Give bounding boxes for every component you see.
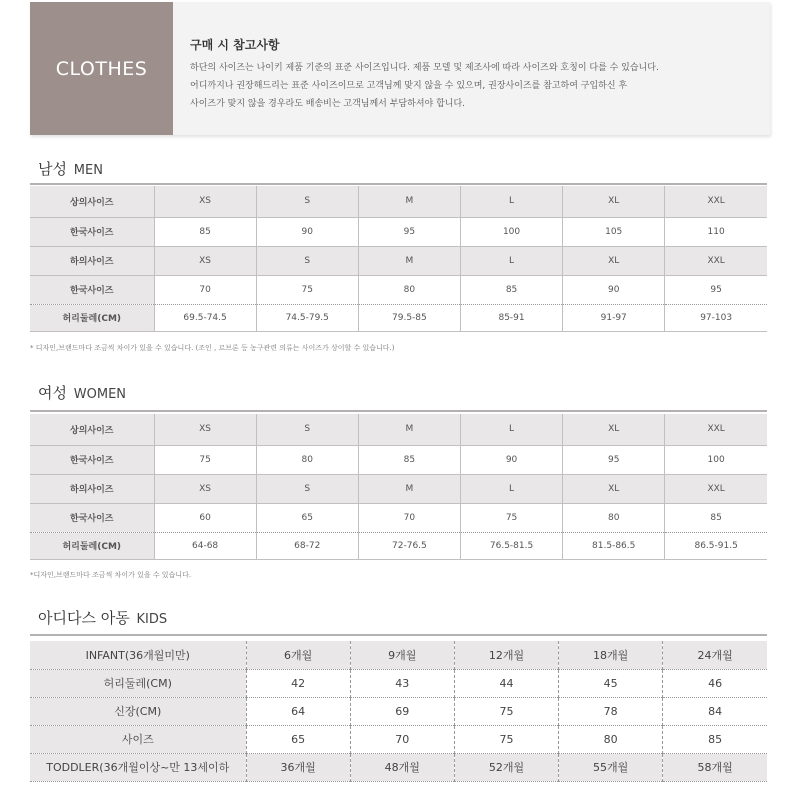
women-table-cell: 85 (358, 445, 460, 474)
men-row-header: 상의사이즈 (30, 186, 154, 217)
men-table-row (30, 304, 767, 331)
kids-table-cell: 44 (454, 669, 558, 697)
women-table-cell: XS (154, 474, 256, 503)
kids-table-cell: 64 (246, 697, 350, 725)
men-table-cell: 69.5-74.5 (154, 304, 256, 331)
women-table-cell: 75 (154, 445, 256, 474)
women-table-cell: 65 (256, 503, 358, 532)
women-size-table (30, 414, 767, 560)
men-title-ko: 남성 (38, 160, 67, 178)
women-table-cell: 75 (460, 503, 562, 532)
women-table-row (30, 532, 767, 559)
women-table-cell: S (256, 414, 358, 445)
men-section-title (38, 158, 103, 179)
women-table-cell: 80 (256, 445, 358, 474)
kids-table-cell: 75 (454, 725, 558, 753)
men-table-cell: 90 (563, 275, 665, 304)
kids-table-cell: 78 (559, 697, 663, 725)
clothes-tag (30, 2, 173, 135)
women-table-cell: XS (154, 414, 256, 445)
men-row-header: 허리둘레(CM) (30, 304, 154, 331)
men-table-cell: S (256, 186, 358, 217)
notice-title: 구매 시 참고사항 (190, 38, 280, 52)
men-size-table (30, 186, 767, 332)
notice-line-3: 사이즈가 맞지 않을 경우라도 배송비는 고객님께서 부담하셔야 합니다. (190, 99, 466, 109)
kids-table-cell: 52개월 (454, 753, 558, 781)
men-table-cell: 90 (256, 217, 358, 246)
women-table-cell: S (256, 474, 358, 503)
women-table-cell: 81.5-86.5 (563, 532, 665, 559)
kids-table-cell: 75 (454, 697, 558, 725)
kids-row-header: 사이즈 (30, 725, 246, 753)
kids-table-cell: 45 (559, 669, 663, 697)
women-table-row (30, 503, 767, 532)
men-table-cell: 100 (460, 217, 562, 246)
women-divider (30, 410, 767, 412)
men-table-cell: 91-97 (563, 304, 665, 331)
women-row-header: 허리둘레(CM) (30, 532, 154, 559)
women-table-cell: 60 (154, 503, 256, 532)
men-table-cell: 110 (665, 217, 767, 246)
kids-table-cell: 24개월 (663, 641, 767, 669)
kids-table-row (30, 753, 767, 781)
kids-table-row (30, 697, 767, 725)
kids-table-cell: 36개월 (246, 753, 350, 781)
men-row-header: 하의사이즈 (30, 246, 154, 275)
kids-row-header: TODDLER(36개월이상~만 13세이하 (30, 753, 246, 781)
men-title-en: MEN (73, 163, 103, 178)
men-table-cell: XS (154, 246, 256, 275)
women-note: *디자인,브랜드마다 조금씩 차이가 있을 수 있습니다. (30, 571, 192, 579)
women-table-cell: XL (563, 474, 665, 503)
men-table-cell: M (358, 186, 460, 217)
women-table-cell: 70 (358, 503, 460, 532)
kids-table-row (30, 725, 767, 753)
women-table-cell: 95 (563, 445, 665, 474)
kids-table-cell: 58개월 (663, 753, 767, 781)
women-row-header: 한국사이즈 (30, 445, 154, 474)
women-title-ko: 여성 (38, 384, 67, 402)
men-row-header: 한국사이즈 (30, 275, 154, 304)
men-table-cell: 74.5-79.5 (256, 304, 358, 331)
women-table-cell: 72-76.5 (358, 532, 460, 559)
women-row-header: 하의사이즈 (30, 474, 154, 503)
women-table-cell: L (460, 414, 562, 445)
women-table-cell: 68-72 (256, 532, 358, 559)
kids-table-cell: 55개월 (559, 753, 663, 781)
men-table-cell: M (358, 246, 460, 275)
women-table-cell: XXL (665, 414, 767, 445)
men-table-cell: 105 (563, 217, 665, 246)
men-table-cell: XL (563, 186, 665, 217)
women-section-title (38, 382, 126, 403)
women-title-en: WOMEN (73, 387, 127, 402)
kids-table-row (30, 641, 767, 669)
kids-title-ko: 아디다스 아동 (38, 609, 130, 627)
women-table-cell: 90 (460, 445, 562, 474)
women-table-cell: XXL (665, 474, 767, 503)
kids-row-header: 신장(CM) (30, 697, 246, 725)
kids-table-cell: 12개월 (454, 641, 558, 669)
women-table-cell: 86.5-91.5 (665, 532, 767, 559)
kids-table-cell: 70 (350, 725, 454, 753)
women-row-header: 한국사이즈 (30, 503, 154, 532)
men-table-row (30, 217, 767, 246)
women-table-cell: 100 (665, 445, 767, 474)
men-table-cell: 85 (460, 275, 562, 304)
women-table-row (30, 474, 767, 503)
kids-table-cell: 6개월 (246, 641, 350, 669)
men-table-cell: L (460, 246, 562, 275)
women-table-cell: M (358, 414, 460, 445)
kids-section-title (38, 607, 167, 628)
men-table-cell: 75 (256, 275, 358, 304)
men-table-cell: XXL (665, 186, 767, 217)
women-table-cell: 85 (665, 503, 767, 532)
notice-line-2: 어디까지나 권장해드리는 표준 사이즈이므로 고객님께 맞지 않을 수 있으며, 권장사이즈를 참고하여 구입하신 후 (190, 81, 628, 91)
kids-title-en: KIDS (136, 612, 168, 627)
kids-table-cell: 42 (246, 669, 350, 697)
kids-table-cell: 85 (663, 725, 767, 753)
kids-table-cell: 43 (350, 669, 454, 697)
men-row-header: 한국사이즈 (30, 217, 154, 246)
kids-table-cell: 69 (350, 697, 454, 725)
men-table-cell: 80 (358, 275, 460, 304)
men-note: * 디자인,브랜드마다 조금씩 차이가 있을 수 있습니다. (조인 , 르브론 등 농구관련 의류는 사이즈가 상이할 수 있습니다.) (30, 344, 395, 352)
women-table-row (30, 414, 767, 445)
kids-table-cell: 9개월 (350, 641, 454, 669)
men-table-cell: 95 (665, 275, 767, 304)
men-table-cell: XXL (665, 246, 767, 275)
notice-line-1: 하단의 사이즈는 나이키 제품 기준의 표준 사이즈입니다. 제품 모델 및 제조사에 따라 사이즈와 호칭이 다를 수 있습니다. (190, 63, 659, 73)
men-table-cell: 97-103 (665, 304, 767, 331)
kids-table-cell: 65 (246, 725, 350, 753)
women-row-header: 상의사이즈 (30, 414, 154, 445)
men-divider (30, 183, 767, 185)
women-table-cell: L (460, 474, 562, 503)
kids-size-table (30, 641, 767, 782)
kids-table-cell: 46 (663, 669, 767, 697)
kids-table-cell: 80 (559, 725, 663, 753)
kids-table-cell: 48개월 (350, 753, 454, 781)
women-table-row (30, 445, 767, 474)
kids-table-row (30, 669, 767, 697)
men-table-row (30, 275, 767, 304)
kids-divider (30, 634, 767, 636)
men-table-cell: 95 (358, 217, 460, 246)
women-table-cell: XL (563, 414, 665, 445)
men-table-cell: 79.5-85 (358, 304, 460, 331)
clothes-tag-label: CLOTHES (55, 57, 148, 80)
women-table-cell: 80 (563, 503, 665, 532)
men-table-cell: 85 (154, 217, 256, 246)
purchase-notice-banner (30, 2, 770, 135)
men-table-cell: L (460, 186, 562, 217)
kids-row-header: INFANT(36개월미만) (30, 641, 246, 669)
kids-table-cell: 18개월 (559, 641, 663, 669)
men-table-cell: XS (154, 186, 256, 217)
kids-table-cell: 84 (663, 697, 767, 725)
kids-row-header: 허리둘레(CM) (30, 669, 246, 697)
men-table-row (30, 186, 767, 217)
men-table-row (30, 246, 767, 275)
men-table-cell: 70 (154, 275, 256, 304)
women-table-cell: M (358, 474, 460, 503)
women-table-cell: 64-68 (154, 532, 256, 559)
women-table-cell: 76.5-81.5 (460, 532, 562, 559)
men-table-cell: S (256, 246, 358, 275)
men-table-cell: 85-91 (460, 304, 562, 331)
men-table-cell: XL (563, 246, 665, 275)
